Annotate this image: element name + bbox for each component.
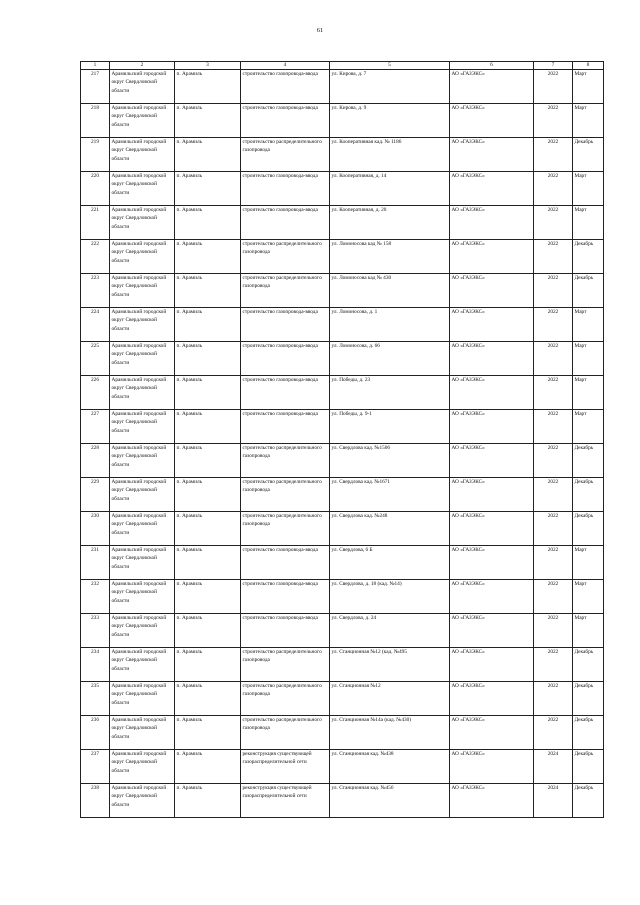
month-cell: Март [573,376,604,410]
month-cell: Март [573,104,604,138]
column-header: 7 [534,62,573,70]
year-cell: 2024 [534,750,573,784]
column-header: 2 [110,62,175,70]
table-row [81,716,604,750]
row-number: 223 [81,274,110,308]
locality-cell: п. Арамиль [175,750,241,784]
month-cell: Декабрь [573,716,604,750]
locality-cell: п. Арамиль [175,376,241,410]
table-row [81,206,604,240]
locality-cell: п. Арамиль [175,240,241,274]
address-cell: ул. Кооперативная, д. 20 [330,206,450,240]
work-type-cell: строительство распределительного газопровода [241,240,330,274]
district-cell: Арамильский городской округ Свердловской области [110,240,175,274]
locality-cell: п. Арамиль [175,580,241,614]
work-type-cell: строительство распределительного газопровода [241,138,330,172]
row-number: 236 [81,716,110,750]
organization-cell: АО «ГАЗЭКС» [450,138,534,172]
address-cell: ул. Станционная №14а (кад. №430) [330,716,450,750]
locality-cell: п. Арамиль [175,444,241,478]
district-cell: Арамильский городской округ Свердловской области [110,478,175,512]
district-cell: Арамильский городской округ Свердловской области [110,682,175,716]
organization-cell: АО «ГАЗЭКС» [450,444,534,478]
work-type-cell: строительство распределительного газопровода [241,478,330,512]
district-cell: Арамильский городской округ Свердловской области [110,410,175,444]
row-number: 229 [81,478,110,512]
district-cell: Арамильский городской округ Свердловской области [110,784,175,818]
table-row [81,444,604,478]
table-row [81,614,604,648]
work-type-cell: строительство распределительного газопровода [241,716,330,750]
address-cell: ул. Кирова, д. 7 [330,70,450,104]
address-cell: ул. Ломоносова кад № 158 [330,240,450,274]
row-number: 238 [81,784,110,818]
year-cell: 2022 [534,648,573,682]
address-cell: ул. Свердлова, д. 18 (кад. №14) [330,580,450,614]
organization-cell: АО «ГАЗЭКС» [450,274,534,308]
row-number: 218 [81,104,110,138]
row-number: 233 [81,614,110,648]
district-cell: Арамильский городской округ Свердловской области [110,376,175,410]
work-type-cell: строительство газопровода-ввода [241,308,330,342]
organization-cell: АО «ГАЗЭКС» [450,342,534,376]
work-type-cell: строительство газопровода-ввода [241,70,330,104]
organization-cell: АО «ГАЗЭКС» [450,172,534,206]
table-row [81,512,604,546]
organization-cell: АО «ГАЗЭКС» [450,512,534,546]
address-cell: ул. Свердлова, 6 Б [330,546,450,580]
address-cell: ул. Победы, д. 9-1 [330,410,450,444]
month-cell: Декабрь [573,682,604,716]
organization-cell: АО «ГАЗЭКС» [450,648,534,682]
work-type-cell: строительство газопровода-ввода [241,546,330,580]
column-header: 4 [241,62,330,70]
locality-cell: п. Арамиль [175,138,241,172]
month-cell: Март [573,172,604,206]
address-cell: ул. Ломоносова кад № 430 [330,274,450,308]
work-type-cell: строительство распределительного газопровода [241,648,330,682]
district-cell: Арамильский городской округ Свердловской области [110,274,175,308]
year-cell: 2022 [534,716,573,750]
organization-cell: АО «ГАЗЭКС» [450,716,534,750]
locality-cell: п. Арамиль [175,172,241,206]
month-cell: Март [573,206,604,240]
address-cell: ул. Свердлова кад. №248 [330,512,450,546]
column-header: 5 [330,62,450,70]
year-cell: 2022 [534,138,573,172]
locality-cell: п. Арамиль [175,512,241,546]
row-number: 235 [81,682,110,716]
organization-cell: АО «ГАЗЭКС» [450,750,534,784]
locality-cell: п. Арамиль [175,308,241,342]
table-row [81,104,604,138]
organization-cell: АО «ГАЗЭКС» [450,206,534,240]
month-cell: Декабрь [573,478,604,512]
organization-cell: АО «ГАЗЭКС» [450,70,534,104]
month-cell: Март [573,308,604,342]
row-number: 222 [81,240,110,274]
address-cell: ул. Свердлова, д. 24 [330,614,450,648]
organization-cell: АО «ГАЗЭКС» [450,240,534,274]
work-type-cell: реконструкция существующей газораспределительной сети [241,750,330,784]
district-cell: Арамильский городской округ Свердловской области [110,342,175,376]
organization-cell: АО «ГАЗЭКС» [450,410,534,444]
address-cell: ул. Станционная кад. №438 [330,750,450,784]
work-type-cell: строительство газопровода-ввода [241,580,330,614]
column-header: 3 [175,62,241,70]
address-cell: ул. Ломоносова, д. 1 [330,308,450,342]
locality-cell: п. Арамиль [175,716,241,750]
year-cell: 2022 [534,240,573,274]
organization-cell: АО «ГАЗЭКС» [450,104,534,138]
work-type-cell: строительство газопровода-ввода [241,172,330,206]
address-cell: ул. Станционная кад. №456 [330,784,450,818]
locality-cell: п. Арамиль [175,546,241,580]
work-type-cell: строительство газопровода-ввода [241,410,330,444]
district-cell: Арамильский городской округ Свердловской области [110,308,175,342]
row-number: 227 [81,410,110,444]
work-type-cell: строительство газопровода-ввода [241,376,330,410]
table-row [81,70,604,104]
work-type-cell: строительство газопровода-ввода [241,104,330,138]
year-cell: 2022 [534,104,573,138]
month-cell: Декабрь [573,784,604,818]
work-type-cell: строительство газопровода-ввода [241,206,330,240]
district-cell: Арамильский городской округ Свердловской области [110,614,175,648]
district-cell: Арамильский городской округ Свердловской области [110,70,175,104]
address-cell: ул. Станционная №12 (кад. №495 [330,648,450,682]
row-number: 232 [81,580,110,614]
table-row [81,784,604,818]
month-cell: Декабрь [573,274,604,308]
year-cell: 2022 [534,308,573,342]
district-cell: Арамильский городской округ Свердловской области [110,648,175,682]
organization-cell: АО «ГАЗЭКС» [450,614,534,648]
row-number: 237 [81,750,110,784]
district-cell: Арамильский городской округ Свердловской области [110,172,175,206]
month-cell: Декабрь [573,512,604,546]
month-cell: Декабрь [573,444,604,478]
district-cell: Арамильский городской округ Свердловской области [110,138,175,172]
district-cell: Арамильский городской округ Свердловской области [110,580,175,614]
year-cell: 2022 [534,512,573,546]
row-number: 230 [81,512,110,546]
locality-cell: п. Арамиль [175,342,241,376]
work-type-cell: реконструкция существующей газораспределительной сети [241,784,330,818]
month-cell: Март [573,614,604,648]
table-row [81,410,604,444]
year-cell: 2022 [534,546,573,580]
table-row [81,580,604,614]
month-cell: Декабрь [573,648,604,682]
column-header: 8 [573,62,604,70]
address-cell: ул. Ломоносова, д. 66 [330,342,450,376]
locality-cell: п. Арамиль [175,274,241,308]
row-number: 220 [81,172,110,206]
year-cell: 2022 [534,682,573,716]
year-cell: 2022 [534,478,573,512]
month-cell: Декабрь [573,750,604,784]
address-cell: ул. Кооперативная кад. № 1186 [330,138,450,172]
year-cell: 2022 [534,206,573,240]
locality-cell: п. Арамиль [175,682,241,716]
table-row [81,546,604,580]
organization-cell: АО «ГАЗЭКС» [450,478,534,512]
month-cell: Декабрь [573,138,604,172]
table-row [81,478,604,512]
year-cell: 2022 [534,410,573,444]
address-cell: ул. Кирова, д. 9 [330,104,450,138]
district-cell: Арамильский городской округ Свердловской области [110,716,175,750]
row-number: 228 [81,444,110,478]
registry-table [80,61,604,818]
locality-cell: п. Арамиль [175,614,241,648]
address-cell: ул. Победы, д. 23 [330,376,450,410]
locality-cell: п. Арамиль [175,784,241,818]
district-cell: Арамильский городской округ Свердловской области [110,444,175,478]
work-type-cell: строительство распределительного газопровода [241,512,330,546]
address-cell: ул. Свердлова кад. №1506 [330,444,450,478]
month-cell: Март [573,70,604,104]
year-cell: 2024 [534,784,573,818]
district-cell: Арамильский городской округ Свердловской области [110,750,175,784]
page-number: 61 [316,27,324,34]
organization-cell: АО «ГАЗЭКС» [450,682,534,716]
table-row [81,342,604,376]
locality-cell: п. Арамиль [175,410,241,444]
year-cell: 2022 [534,580,573,614]
year-cell: 2022 [534,342,573,376]
year-cell: 2022 [534,274,573,308]
district-cell: Арамильский городской округ Свердловской области [110,546,175,580]
table-row [81,274,604,308]
row-number: 234 [81,648,110,682]
table-row [81,172,604,206]
year-cell: 2022 [534,70,573,104]
column-header: 1 [81,62,110,70]
row-number: 224 [81,308,110,342]
work-type-cell: строительство распределительного газопровода [241,274,330,308]
table-row [81,648,604,682]
row-number: 221 [81,206,110,240]
month-cell: Декабрь [573,240,604,274]
organization-cell: АО «ГАЗЭКС» [450,376,534,410]
table-row [81,750,604,784]
work-type-cell: строительство распределительного газопровода [241,444,330,478]
year-cell: 2022 [534,614,573,648]
table-row [81,376,604,410]
month-cell: Март [573,410,604,444]
work-type-cell: строительство газопровода-ввода [241,614,330,648]
address-cell: ул. Кооперативная, д. 14 [330,172,450,206]
year-cell: 2022 [534,444,573,478]
organization-cell: АО «ГАЗЭКС» [450,580,534,614]
locality-cell: п. Арамиль [175,478,241,512]
table-row [81,682,604,716]
month-cell: Март [573,546,604,580]
organization-cell: АО «ГАЗЭКС» [450,546,534,580]
year-cell: 2022 [534,172,573,206]
address-cell: ул. Свердлова кад. №1671 [330,478,450,512]
district-cell: Арамильский городской округ Свердловской области [110,206,175,240]
year-cell: 2022 [534,376,573,410]
row-number: 226 [81,376,110,410]
district-cell: Арамильский городской округ Свердловской области [110,512,175,546]
month-cell: Март [573,580,604,614]
column-header: 6 [450,62,534,70]
table-row [81,138,604,172]
locality-cell: п. Арамиль [175,70,241,104]
locality-cell: п. Арамиль [175,206,241,240]
row-number: 231 [81,546,110,580]
table-header-row [81,62,604,70]
locality-cell: п. Арамиль [175,648,241,682]
organization-cell: АО «ГАЗЭКС» [450,784,534,818]
organization-cell: АО «ГАЗЭКС» [450,308,534,342]
table-row [81,308,604,342]
row-number: 217 [81,70,110,104]
table-row [81,240,604,274]
month-cell: Март [573,342,604,376]
locality-cell: п. Арамиль [175,104,241,138]
row-number: 225 [81,342,110,376]
address-cell: ул. Станционная №12 [330,682,450,716]
row-number: 219 [81,138,110,172]
work-type-cell: строительство газопровода-ввода [241,342,330,376]
district-cell: Арамильский городской округ Свердловской области [110,104,175,138]
work-type-cell: строительство распределительного газопровода [241,682,330,716]
